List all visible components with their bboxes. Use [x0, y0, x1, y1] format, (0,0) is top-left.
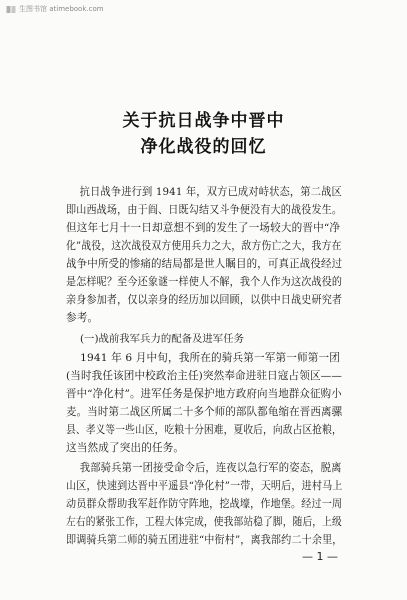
paragraph-3-line: 动员群众帮助我军赶作防守阵地，挖战壕，作地堡。经过一周 [66, 498, 343, 510]
section-heading: (一)战前我军兵力的配备及进军任务 [80, 333, 244, 345]
paragraph-1-line: 战争中所受的惨痛的结局都是世人瞩目的，可真正战役经过 [66, 258, 343, 270]
watermark-text: 生图书馆 atimebook.com [19, 5, 104, 13]
paragraph-1-line: 参考。 [66, 312, 99, 324]
paragraph-2-line: 麦。当时第二战区所属二十多个师的部队都龟缩在晋西离骡 [66, 406, 343, 418]
paragraph-1-line: 即山西战场，由于阎、日既勾结又斗争便没有大的战役发生。 [66, 204, 343, 216]
chapter-title-line-1: 关于抗日战争中晋中 [122, 111, 285, 131]
chapter-title-line-2: 净化战役的回忆 [140, 137, 267, 157]
paragraph-3-line: 我部骑兵第一团接受命令后，连夜以急行军的姿态，脱离 [66, 462, 342, 474]
watermark [6, 4, 104, 14]
paragraph-2-line: 县、孝义等一些山区，吃粮十分困难，夏收后，向敌占区抢粮， [66, 424, 342, 436]
paragraph-1-line: 化”战役，这次战役双方使用兵力之大，敌方伤亡之大，我方在 [66, 240, 342, 252]
book-logo-icon [6, 5, 16, 14]
paragraph-2-line: 1941 年 6 月中旬，我所在的骑兵第一军第一师第一团 [66, 352, 340, 364]
paragraph-1-line: 抗日战争进行到 1941 年，双方已成对峙状态，第二战区 [66, 186, 342, 198]
paragraph-3-line: 山区，快速到达晋中平遥县“净化村”一带，天明后，进村马上 [66, 480, 343, 492]
paragraph-2-line: (当时我任该团中校政治主任)突然奉命进驻日寇占领区—— [66, 370, 343, 382]
paragraph-3-line: 左右的紧张工作，工程大体完成，使我部站稳了脚，随后，上级 [66, 516, 342, 528]
paragraph-2-line: 晋中“净化村”。进军任务是保护地方政府向当地群众征购小 [66, 388, 342, 400]
page-number: — 1 — [302, 550, 338, 563]
paragraph-1-line: 是怎样呢？至今还象谜一样使人不解，我个人作为这次战役的 [66, 276, 343, 288]
paragraph-1-line: 亲身参加者，仅以亲身的经历加以回顾，以供中日战史研究者 [66, 294, 343, 306]
paragraph-3-line: 即调骑兵第二师的骑五团进驻“中衔村”，离我部约二十余里， [66, 534, 343, 546]
paragraph-2-line: 这当然成了突出的任务。 [66, 442, 185, 454]
paragraph-1-line: 但这年七月十一日却意想不到的发生了一场较大的晋中“净 [66, 222, 341, 234]
